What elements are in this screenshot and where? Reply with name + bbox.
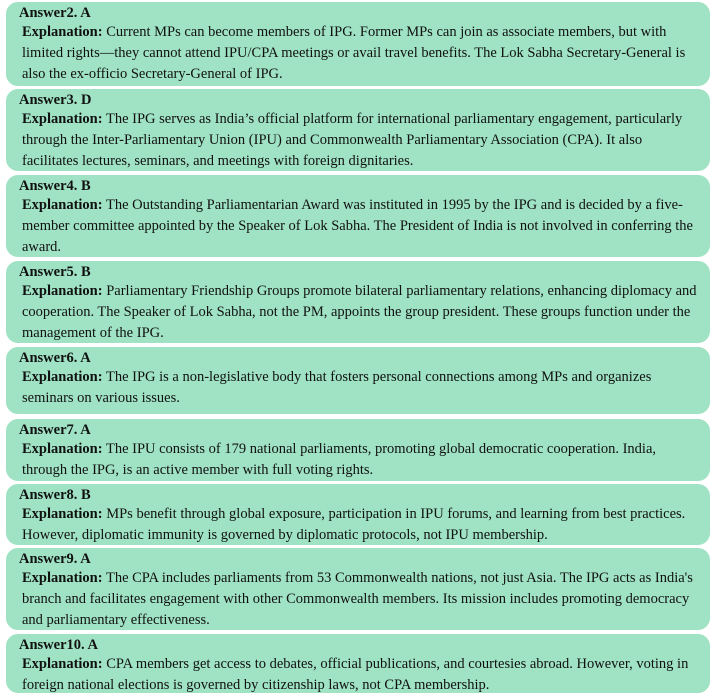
explanation-label: Explanation: [22,283,103,299]
explanation-body: The IPG is a non-legislative body that fosters personal connections among MPs and organizes seminars on various issues. [22,369,652,406]
answer-card-7 [6,419,710,481]
answer-card-5 [6,261,710,343]
explanation-body: CPA members get access to debates, official publications, and courtesies abroad. However, voting in foreign national elections is governed by citizenship laws, not CPA membership. [22,656,689,693]
explanation-body: The Outstanding Parliamentarian Award was instituted in 1995 by the IPG and is decided by a five-member committee appointed by the Speaker of Lok Sabha. The President of India is not involved in conferring the award. [22,197,693,255]
explanation-body: The CPA includes parliaments from 53 Commonwealth nations, not just Asia. The IPG acts as India's branch and facilitates engagement with other Commonwealth members. Its mission includes promoting democracy and parliamentary effectiveness. [22,570,693,628]
explanation-label: Explanation: [22,441,103,457]
answer-card-4 [6,175,710,257]
explanation-label: Explanation: [22,24,103,40]
explanation-text [22,654,702,693]
explanation-text [22,195,702,257]
answer-title: Answer2. A [19,5,91,21]
answer-title: Answer10. A [19,637,98,653]
answer-title: Answer4. B [19,178,91,194]
explanation-body: Current MPs can become members of IPG. Former MPs can join as associate members, but with limited rights—they cannot attend IPU/CPA meetings or avail travel benefits. The Lok Sabha Secretary-General is also the ex-officio Secretary-General of IPG. [22,24,686,82]
explanation-body: The IPU consists of 179 national parliaments, promoting global democratic cooperation. India, through the IPG, is an active member with full voting rights. [22,441,657,478]
answer-card-10 [6,634,710,693]
explanation-label: Explanation: [22,506,103,522]
explanation-text [22,568,702,630]
explanation-text [22,22,702,85]
explanation-label: Explanation: [22,656,103,672]
answer-title: Answer8. B [19,487,91,503]
answer-card-2 [6,2,710,86]
explanation-body: MPs benefit through global exposure, participation in IPU forums, and learning from best practices. However, diplomatic immunity is governed by diplomatic protocols, not IPU membership. [22,506,686,543]
answer-title: Answer3. D [19,92,92,108]
explanation-label: Explanation: [22,197,103,213]
answer-title: Answer6. A [19,350,91,366]
explanation-text [22,367,702,409]
answer-card-9 [6,548,710,630]
explanation-text [22,504,702,545]
explanation-body: The IPG serves as India’s official platform for international parliamentary engagement, particularly through the Inter-Parliamentary Union (IPU) and Commonwealth Parliamentary Association (CPA). It also facilitates lectures, seminars, and meetings with foreign dignitaries. [22,111,683,169]
explanation-label: Explanation: [22,111,103,127]
answer-title: Answer7. A [19,422,91,438]
answer-title: Answer9. A [19,551,91,567]
answer-title: Answer5. B [19,264,91,280]
explanation-text [22,439,702,481]
explanation-text [22,109,702,171]
explanation-body: Parliamentary Friendship Groups promote bilateral parliamentary relations, enhancing diplomacy and cooperation. The Speaker of Lok Sabha, not the PM, appoints the group president. These groups function under the management of the IPG. [22,283,697,341]
answer-card-8 [6,484,710,545]
answer-card-3 [6,89,710,171]
explanation-text [22,281,702,343]
explanation-label: Explanation: [22,570,103,586]
answer-card-6 [6,347,710,414]
explanation-label: Explanation: [22,369,103,385]
